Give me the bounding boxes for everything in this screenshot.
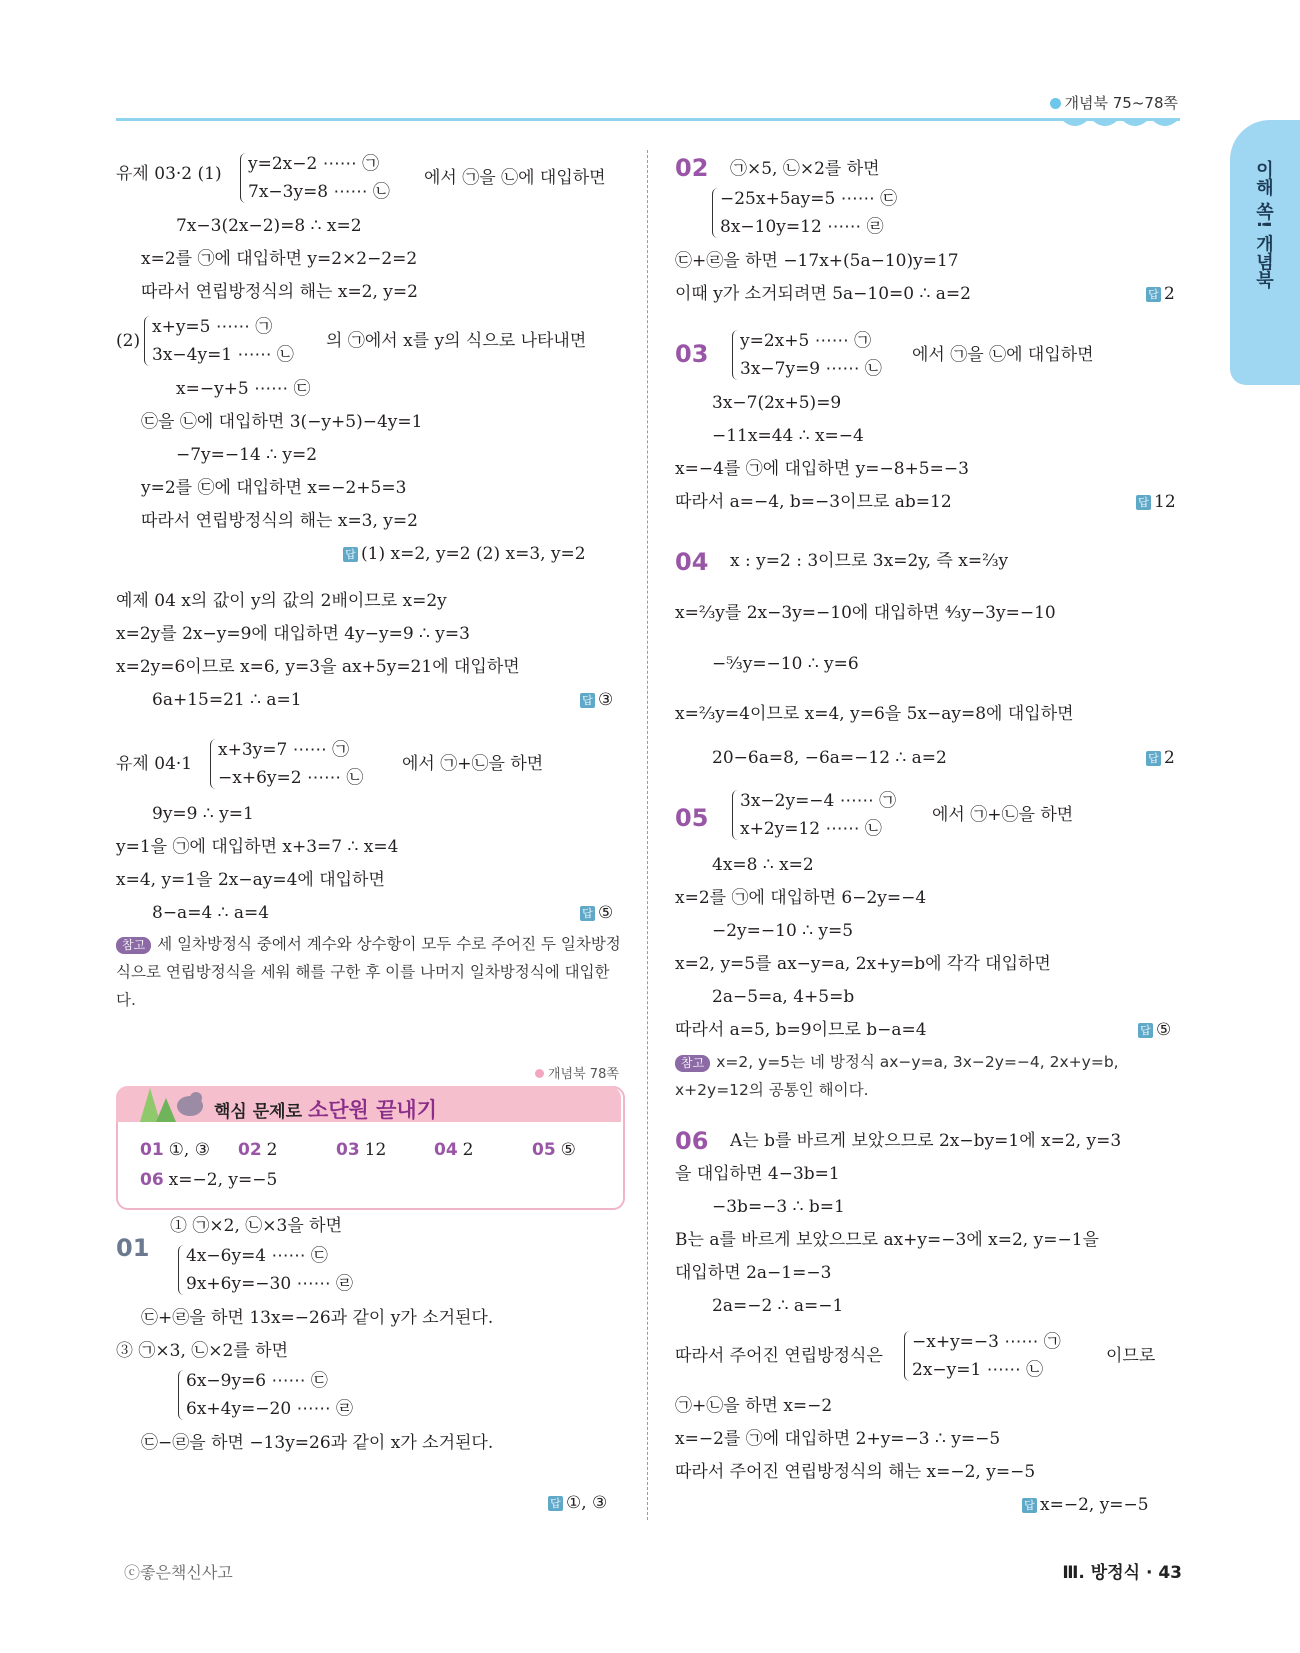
solution-line: x : y=2 : 3이므로 3x=2y, 즉 x=⅔y [730,551,1009,571]
brace-icon [712,188,719,238]
solution-line: y=2를 ㉢에 대입하면 x=−2+5=3 [141,478,407,498]
answer-mark: 답 x=−2, y=−5 [1022,1494,1149,1516]
solution-line: 3x−7(2x+5)=9 [712,393,842,413]
solution-line: −x+6y=2 ⋯⋯ ㉡ [218,768,364,788]
solution-line: x=2를 ㉠에 대입하면 y=2×2−2=2 [141,249,418,269]
solution-line: x=⅔y를 2x−3y=−10에 대입하면 ⁴⁄₃y−3y=−10 [675,603,1056,623]
solution-line: −3b=−3 ∴ b=1 [712,1197,845,1217]
solution-line: −x+y=−3 ⋯⋯ ㉠ [912,1332,1061,1352]
solution-line: x=⅔y=4이므로 x=4, y=6을 5x−ay=8에 대입하면 [675,704,1074,724]
solution-line: ㉢−㉣을 하면 −13y=26과 같이 x가 소거된다. [141,1433,494,1453]
solution-line: 에서 ㉠+㉡을 하면 [402,754,544,774]
key-answer: 03 12 [336,1140,387,1160]
solution-line: A는 b를 바르게 보았으므로 2x−by=1에 x=2, y=3 [730,1131,1122,1151]
solution-line: −2y=−10 ∴ y=5 [712,921,854,941]
problem-number: 01 [116,1234,150,1262]
solution-line: x=−4를 ㉠에 대입하면 y=−8+5=−3 [675,459,969,479]
solution-line: 2a−5=a, 4+5=b [712,987,855,1007]
answer-mark: 답 2 [1146,747,1175,769]
solution-line: ㉢을 ㉡에 대입하면 3(−y+5)−4y=1 [141,412,423,432]
brace-icon [732,330,739,380]
brace-icon [144,316,151,366]
header-rule [116,118,1180,121]
side-tab [1230,120,1300,385]
answer-icon: 답 [580,693,595,708]
answer-mark: 답 ⑤ [580,902,613,924]
answer-icon: 답 [343,547,358,562]
brace-icon [732,790,739,840]
answer-mark: 답 2 [1146,283,1175,305]
solution-line: 에서 ㉠을 ㉡에 대입하면 [912,345,1094,365]
problem-number: 02 [675,154,709,182]
solution-line: 따라서 주어진 연립방정식의 해는 x=−2, y=−5 [675,1462,1036,1482]
solution-line: ㉢+㉣을 하면 −17x+(5a−10)y=17 [675,251,959,271]
brace-icon [240,153,247,203]
solution-line: x=−y+5 ⋯⋯ ㉢ [176,379,311,399]
solution-line: 8−a=4 ∴ a=4 [152,903,270,923]
answer-icon: 답 [580,906,595,921]
solution-line: 6a+15=21 ∴ a=1 [152,690,302,710]
solution-line: ③ ㉠×3, ㉡×2를 하면 [116,1341,289,1361]
solution-line: 3x−4y=1 ⋯⋯ ㉡ [152,345,294,365]
solution-line: 2a=−2 ∴ a=−1 [712,1296,844,1316]
solution-line: B는 a를 바르게 보았으므로 ax+y=−3에 x=2, y=−1을 [675,1230,1099,1250]
solution-line: y=2x+5 ⋯⋯ ㉠ [740,331,872,351]
solution-line: 의 ㉠에서 x를 y의 식으로 나타내면 [326,331,587,351]
solution-line: 4x−6y=4 ⋯⋯ ㉢ [186,1246,328,1266]
solution-line: 6x−9y=6 ⋯⋯ ㉢ [186,1371,328,1391]
side-tab-label: 이해 쏙! 개념북 [1253,160,1274,289]
solution-line: 20−6a=8, −6a=−12 ∴ a=2 [712,748,947,768]
tree-bird-icon [130,1078,210,1124]
solution-line: x=2y를 2x−y=9에 대입하면 4y−y=9 ∴ y=3 [116,624,470,644]
solution-line: −7y=−14 ∴ y=2 [176,445,318,465]
solution-line: 따라서 a=−4, b=−3이므로 ab=12 [675,492,952,512]
solution-line: 7x−3y=8 ⋯⋯ ㉡ [248,182,390,202]
brace-icon [904,1331,911,1381]
solution-line: 8x−10y=12 ⋯⋯ ㉣ [720,217,884,237]
solution-line: 이므로 [1106,1346,1156,1366]
solution-line: ㉢+㉣을 하면 13x=−26과 같이 y가 소거된다. [141,1308,494,1328]
solution-line: 에서 ㉠을 ㉡에 대입하면 [424,168,606,188]
brace-icon [178,1245,185,1295]
solution-line: 을 대입하면 4−3b=1 [675,1164,840,1184]
solution-line: 3x−2y=−4 ⋯⋯ ㉠ [740,791,897,811]
bullet-icon [1050,98,1061,109]
key-box-title: 핵심 문제로 소단원 끝내기 [214,1098,437,1122]
chapter-ref: 개념북 75~78쪽 [1050,92,1178,113]
answer-mark: 답 ①, ③ [548,1492,607,1514]
problem-number: 04 [675,548,709,576]
key-box-ref: 개념북 78쪽 [535,1063,619,1082]
solution-line: 4x=8 ∴ x=2 [712,855,814,875]
solution-line: 6x+4y=−20 ⋯⋯ ㉣ [186,1399,353,1419]
solution-line: 에서 ㉠+㉡을 하면 [932,805,1074,825]
answer-icon: 답 [548,1496,563,1511]
solution-line: −11x=44 ∴ x=−4 [712,426,864,446]
solution-line: 따라서 연립방정식의 해는 x=3, y=2 [141,511,418,531]
solution-line: 유제 03·2 (1) [116,164,222,184]
solution-line: 9y=9 ∴ y=1 [152,804,254,824]
solution-line: y=1을 ㉠에 대입하면 x+3=7 ∴ x=4 [116,837,399,857]
brace-icon [178,1370,185,1420]
answer-mark: 답 ③ [580,689,613,711]
solution-line: 9x+6y=−30 ⋯⋯ ㉣ [186,1274,353,1294]
answer-icon: 답 [1146,287,1161,302]
solution-line: ㉠+㉡을 하면 x=−2 [675,1396,833,1416]
bullet-icon [535,1069,544,1078]
solution-line: x=2y=6이므로 x=6, y=3을 ax+5y=21에 대입하면 [116,657,520,677]
solution-line: −⁵⁄₃y=−10 ∴ y=6 [712,654,859,674]
solution-line: 따라서 a=5, b=9이므로 b−a=4 [675,1020,927,1040]
answer-mark: 답 (1) x=2, y=2 (2) x=3, y=2 [343,543,586,565]
solution-line: 3x−7y=9 ⋯⋯ ㉡ [740,359,882,379]
page-number: Ⅲ. 방정식 · 43 [1062,1563,1182,1583]
solution-line: 이때 y가 소거되려면 5a−10=0 ∴ a=2 [675,284,971,304]
problem-number: 03 [675,340,709,368]
note-right: 참고 x=2, y=5는 네 방정식 ax−y=a, 3x−2y=−4, 2x+y=b, x+2y=12의 공통인 해이다. [675,1053,1119,1099]
answer-icon: 답 [1022,1498,1037,1513]
answer-icon: 답 [1146,751,1161,766]
solution-line: (2) [116,331,141,351]
problem-number: 06 [675,1127,709,1155]
key-answer: 02 2 [238,1140,278,1160]
key-answer: 04 2 [434,1140,474,1160]
publisher: ⓒ좋은책신사고 [124,1563,233,1582]
solution-line: x=−2를 ㉠에 대입하면 2+y=−3 ∴ y=−5 [675,1429,1001,1449]
solution-line: x=2, y=5를 ax−y=a, 2x+y=b에 각각 대입하면 [675,954,1051,974]
solution-line: 7x−3(2x−2)=8 ∴ x=2 [176,216,362,236]
key-answer: 01 ①, ③ [140,1140,210,1160]
solution-line: y=2x−2 ⋯⋯ ㉠ [248,154,380,174]
solution-line: −25x+5ay=5 ⋯⋯ ㉢ [720,189,898,209]
column-divider [647,150,648,1520]
answer-icon: 답 [1136,495,1151,510]
solution-line: 2x−y=1 ⋯⋯ ㉡ [912,1360,1044,1380]
brace-icon [210,739,217,789]
solution-line: ① ㉠×2, ㉡×3을 하면 [170,1216,343,1236]
wave-decoration [1060,118,1180,134]
answer-icon: 답 [1138,1023,1153,1038]
note-left: 참고 세 일차방정식 중에서 계수와 상수항이 모두 수로 주어진 두 일차방정식으로 연립방정식을 세워 해를 구한 후 이를 나머지 일차방정식에 대입한다. [116,935,621,1009]
answer-mark: 답 12 [1136,491,1176,513]
solution-line: x+2y=12 ⋯⋯ ㉡ [740,819,882,839]
solution-line: x+3y=7 ⋯⋯ ㉠ [218,740,350,760]
solution-line: 유제 04·1 [116,754,193,774]
solution-line: ㉠×5, ㉡×2를 하면 [730,159,880,179]
solution-line: x=2를 ㉠에 대입하면 6−2y=−4 [675,888,927,908]
solution-line: x+y=5 ⋯⋯ ㉠ [152,317,273,337]
key-answer: 05 ⑤ [532,1140,576,1160]
solution-line: 예제 04 x의 값이 y의 값의 2배이므로 x=2y [116,591,447,611]
solution-line: 따라서 주어진 연립방정식은 [675,1346,883,1366]
solution-line: x=4, y=1을 2x−ay=4에 대입하면 [116,870,385,890]
answer-mark: 답 ⑤ [1138,1019,1171,1041]
key-answer: 06 x=−2, y=−5 [140,1170,278,1190]
solution-line: 따라서 연립방정식의 해는 x=2, y=2 [141,282,418,302]
solution-line: 대입하면 2a−1=−3 [675,1263,832,1283]
problem-number: 05 [675,804,709,832]
